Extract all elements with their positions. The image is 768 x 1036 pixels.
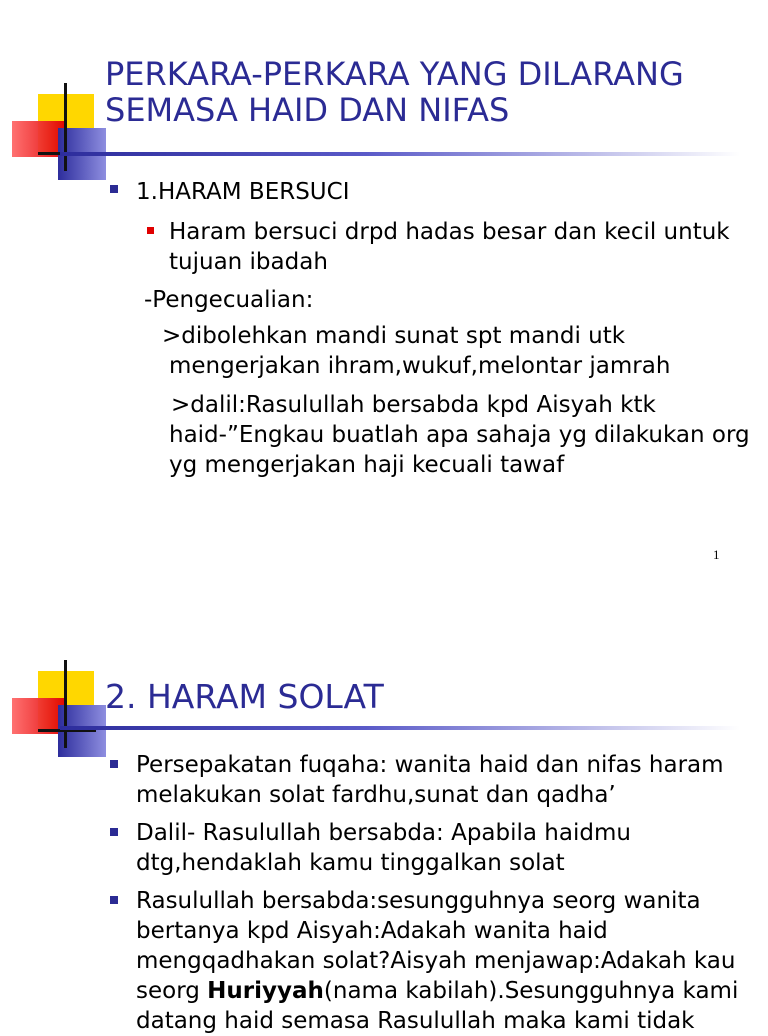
bullet-3-text: Rasulullah bersabda:sesungguhnya seorg wanita bertanya kpd Aisyah:Adakah wanita haid mengqadhakan solat?Aisyah menjawap:Adakah kau seorg Huriyyah(nama kabilah).Sesungguhnya kami datang haid semasa Rasulullah maka kami tidak xyxy=(136,888,739,1034)
slide-title: 2. HARAM SOLAT xyxy=(105,677,384,716)
bullet-square-icon xyxy=(110,828,118,836)
title-line-2: SEMASA HAID DAN NIFAS xyxy=(105,91,510,129)
bullet-square-icon xyxy=(110,896,118,904)
section-heading: 1.HARAM BERSUCI xyxy=(136,179,350,205)
bullet-square-icon xyxy=(110,760,118,768)
dalil-text: >dalil:Rasulullah bersabda kpd Aisyah ktk haid-”Engkau buatlah apa sahaja yg dilakukan org yg mengerjakan haji kecuali tawaf xyxy=(169,392,750,478)
sub-bullet-square-icon xyxy=(147,227,154,234)
slide-logo xyxy=(0,660,110,780)
bullet-2-text: Dalil- Rasulullah bersabda: Apabila haidmu dtg,hendaklah kamu tinggalkan solat xyxy=(136,820,631,876)
page-number: 1 xyxy=(713,547,720,562)
bold-term: Huriyyah xyxy=(207,978,324,1004)
bullet-square-icon xyxy=(110,185,118,193)
sub-bullet-text: Haram bersuci drpd hadas besar dan kecil untuk tujuan ibadah xyxy=(169,219,730,275)
title-rule xyxy=(60,726,740,730)
title-line-1: PERKARA-PERKARA YANG DILARANG xyxy=(105,55,684,93)
slide-logo xyxy=(0,83,110,203)
bullet-1-text: Persepakatan fuqaha: wanita haid dan nifas haram melakukan solat fardhu,sunat dan qadha’ xyxy=(136,752,724,808)
exception-label: -Pengecualian: xyxy=(144,287,314,313)
exception-1: >dibolehkan mandi sunat spt mandi utk mengerjakan ihram,wukuf,melontar jamrah xyxy=(162,323,671,379)
slide-title xyxy=(105,56,684,128)
title-rule xyxy=(60,152,740,156)
slide-2 xyxy=(0,620,768,1034)
